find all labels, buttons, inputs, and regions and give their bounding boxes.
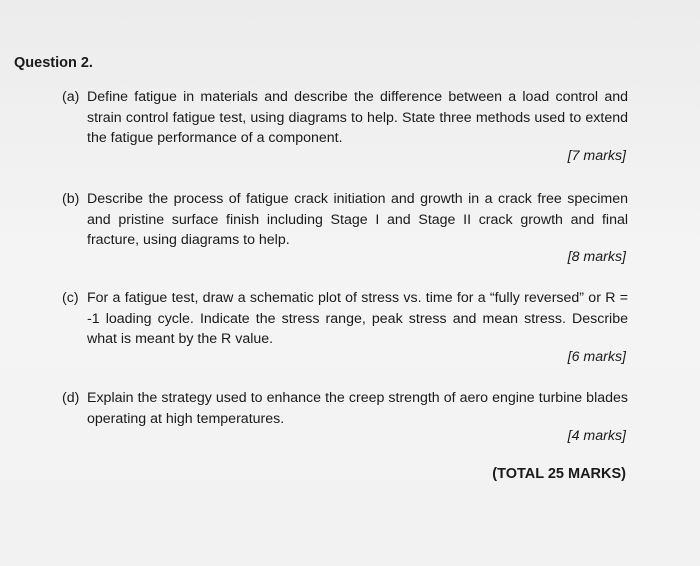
part-letter: (c) xyxy=(62,290,79,306)
part-d-marks: [4 marks] xyxy=(567,428,626,444)
part-text: For a fatigue test, draw a schematic plot of stress vs. time for a “fully reversed” or R = -1 loading cycle. Indicate the stress range, peak stress and mean stress. Describe what is meant by the R value. xyxy=(87,290,628,347)
question-part-d xyxy=(62,388,628,429)
total-marks: (TOTAL 25 MARKS) xyxy=(492,466,626,482)
question-part-b xyxy=(62,189,628,251)
part-c-marks: [6 marks] xyxy=(567,349,626,365)
part-letter: (b) xyxy=(62,191,80,207)
part-text: Explain the strategy used to enhance the creep strength of aero engine turbine blades operating at high temperatures. xyxy=(87,390,628,427)
part-text: Describe the process of fatigue crack initiation and growth in a crack free specimen and pristine surface finish including Stage I and Stage II crack growth and final fracture, using diagrams to help. xyxy=(87,191,628,248)
question-part-a xyxy=(62,87,628,149)
question-title: Question 2. xyxy=(14,55,93,71)
part-b-marks: [8 marks] xyxy=(567,249,626,265)
part-letter: (a) xyxy=(62,89,80,105)
part-text: Define fatigue in materials and describe the difference between a load control and strain control fatigue test, using diagrams to help. State three methods used to extend the fatigue performance of a component. xyxy=(87,89,628,146)
part-letter: (d) xyxy=(62,390,80,406)
part-a-marks: [7 marks] xyxy=(567,148,626,164)
question-part-c xyxy=(62,288,628,350)
